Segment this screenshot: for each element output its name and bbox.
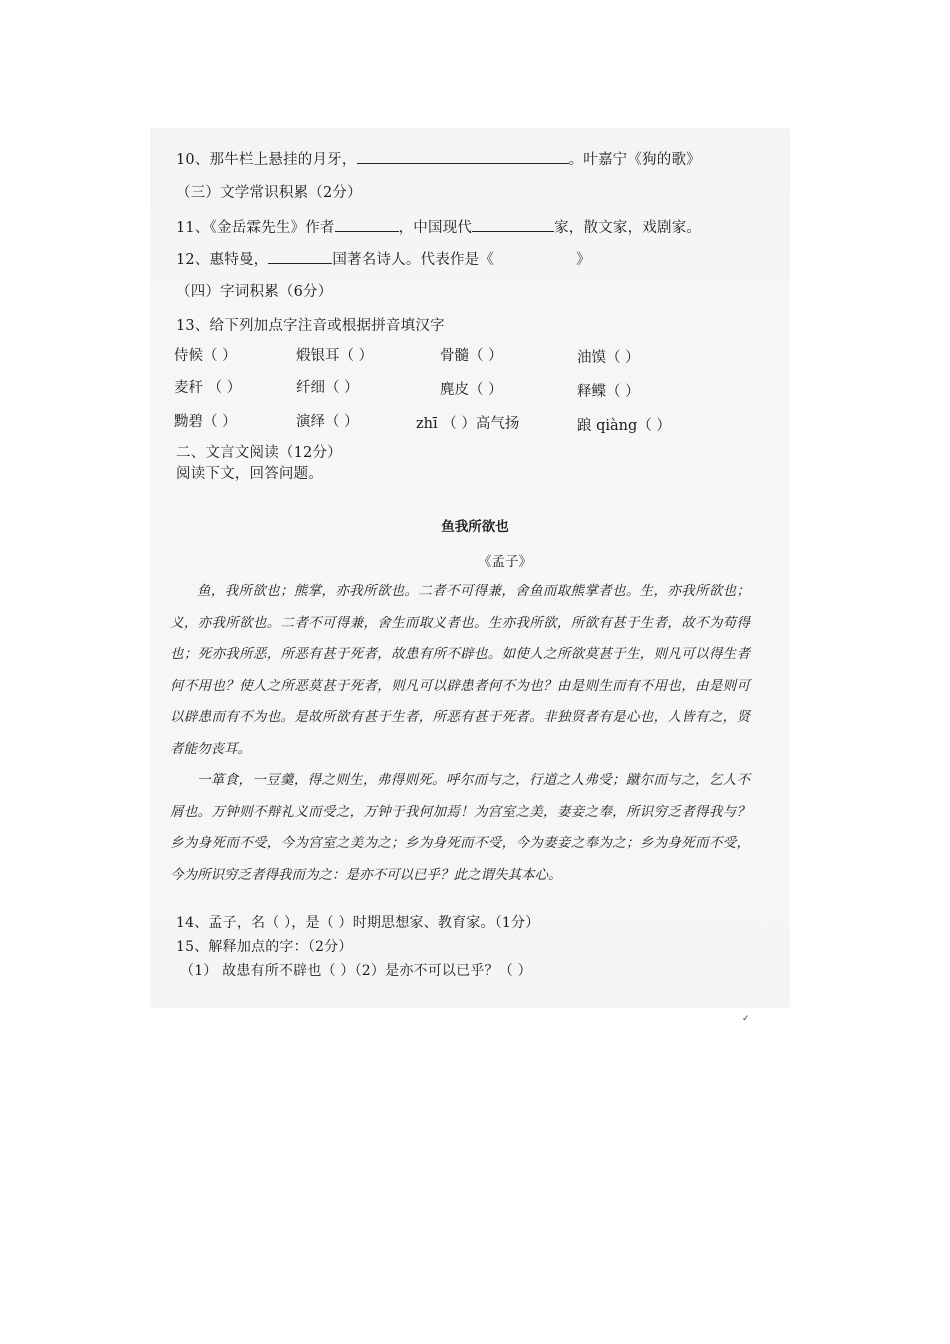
answer-blank[interactable]: [268, 262, 332, 264]
vocab-item: zhī （ ）高气扬: [416, 416, 520, 432]
question-12: 12、惠特曼， 国著名诗人。代表作是《 》: [176, 252, 591, 268]
question-10: 10、那牛栏上悬挂的月牙， 。叶嘉宁《狗的歌》: [176, 152, 701, 168]
essay-paragraph: 鱼，我所欲也；熊掌，亦我所欲也。二者不可得兼，舍鱼而取熊掌者也。生，亦我所欲也；义，亦我所欲也。二者不可得兼，舍生而取义者也。生亦我所欲，所欲有甚于生者，故不为苟得也；死亦我所恶，所恶有甚于死者，故患有所不辟也。如使人之所欲莫甚于生，则凡可以得生者何不用也？使人之所恶莫甚于死者，则凡可以辟患者何不为也？由是则生而有不用也，由是则可以辟患而有不为也。是故所欲有甚于生者，所恶有甚于死者。非独贤者有是心也，人皆有之，贤者能勿丧耳。: [170, 583, 750, 757]
essay-author: 《孟子》: [478, 554, 532, 570]
vocab-item: 麦秆 （ ）: [174, 380, 242, 396]
question-14: 14、孟子，名（ ），是（ ）时期思想家、教育家。（1分）: [176, 915, 540, 931]
vocab-item: 踉 qiàng（ ）: [577, 418, 671, 434]
vocab-item: 煅银耳（ ）: [296, 348, 374, 364]
answer-blank[interactable]: [472, 230, 554, 232]
scan-speck-icon: ✓: [742, 1014, 750, 1024]
section-literary-knowledge: （三）文学常识积累（2分）: [176, 185, 362, 201]
question-15: 15、解释加点的字：（2分）: [176, 939, 353, 955]
vocab-item: 油馍（ ）: [577, 350, 640, 366]
answer-blank[interactable]: [357, 162, 569, 164]
essay-paragraph: 一箪食，一豆羹，得之则生，弗得则死。呼尔而与之，行道之人弗受；蹴尔而与之，乞人不屑也。万钟则不辩礼义而受之，万钟于我何加焉！为宫室之美，妻妾之奉，所识穷乏者得我与？乡为身死而不受，今为宫室之美为之；乡为身死而不受，今为妻妾之奉为之；乡为身死而不受，今为所识穷乏者得我而为之：是亦不可以已乎？此之谓失其本心。: [170, 772, 750, 883]
section-word-accumulation: （四）字词积累（6分）: [176, 284, 333, 300]
vocab-item: 侍候（ ）: [174, 348, 237, 364]
vocab-item: 纤细（ ）: [296, 380, 359, 396]
vocab-item: 黝碧（ ）: [174, 414, 237, 430]
question-13: 13、给下列加点字注音或根据拼音填汉字: [176, 318, 445, 334]
answer-blank[interactable]: [335, 230, 399, 232]
section-classical-chinese: 二、文言文阅读（12分）: [176, 445, 342, 461]
vocab-item: 释鲽（ ）: [577, 384, 640, 400]
essay-title: 鱼我所欲也: [441, 519, 509, 535]
reading-instruction: 阅读下文，回答问题。: [176, 466, 323, 482]
question-15-items: （1） 故患有所不辟也（ ）（2）是亦不可以已乎？（ ）: [180, 963, 532, 979]
vocab-item: 麂皮（ ）: [440, 382, 503, 398]
vocab-item: 演绎（ ）: [296, 414, 359, 430]
vocab-item: 骨髓（ ）: [440, 348, 503, 364]
essay-body: [170, 576, 750, 891]
question-11: 11、《金岳霖先生》作者 ，中国现代 家，散文家，戏剧家。: [176, 220, 702, 236]
